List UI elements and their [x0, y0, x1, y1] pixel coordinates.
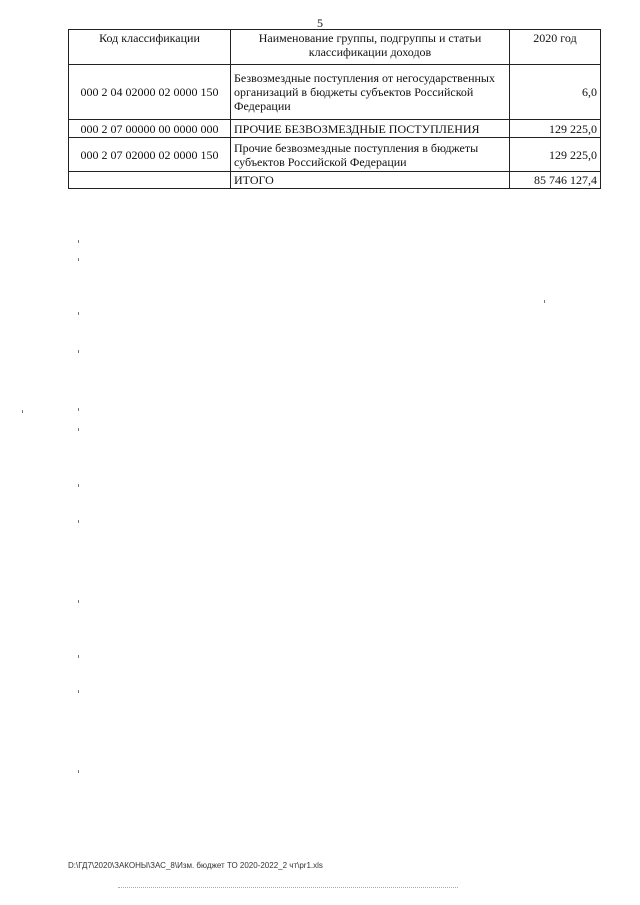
scan-artifact — [78, 520, 79, 523]
total-label: ИТОГО — [231, 172, 510, 189]
scan-artifact — [544, 300, 545, 303]
scan-artifact — [22, 410, 23, 413]
row-name: Прочие безвозмездные поступления в бюджеты субъектов Российской Федерации — [231, 138, 510, 172]
header-year: 2020 год — [510, 30, 601, 65]
scan-artifact — [78, 770, 79, 773]
page-number: 5 — [317, 16, 323, 30]
row-code — [69, 172, 231, 189]
row-code: 000 2 07 00000 00 0000 000 — [69, 120, 231, 138]
row-code: 000 2 07 02000 02 0000 150 — [69, 138, 231, 172]
header-code: Код классификации — [69, 30, 231, 65]
scan-artifact — [78, 690, 79, 693]
table-row — [69, 65, 601, 120]
table-total-row — [69, 172, 601, 189]
scan-artifact — [78, 428, 79, 431]
scan-artifact — [78, 600, 79, 603]
row-name: Безвозмездные поступления от негосударственных организаций в бюджеты субъектов Российской Федерации — [231, 65, 510, 120]
scan-artifact-line — [118, 887, 458, 889]
revenue-table — [68, 29, 601, 189]
scan-artifact — [78, 258, 79, 261]
scan-artifact — [78, 240, 79, 243]
row-name: ПРОЧИЕ БЕЗВОЗМЕЗДНЫЕ ПОСТУПЛЕНИЯ — [231, 120, 510, 138]
row-code: 000 2 04 02000 02 0000 150 — [69, 65, 231, 120]
table-row — [69, 138, 601, 172]
footer-file-path: D:\ГД7\2020\ЗАКОНЫ\ЗАС_8\Изм. бюджет ТО 2020-2022_2 чт\pr1.xls — [68, 861, 323, 870]
header-name: Наименование группы, подгруппы и статьи классификации доходов — [231, 30, 510, 65]
scan-artifact — [78, 350, 79, 353]
row-amount: 6,0 — [510, 65, 601, 120]
row-amount: 129 225,0 — [510, 120, 601, 138]
row-amount: 129 225,0 — [510, 138, 601, 172]
scan-artifact — [78, 408, 79, 411]
table-header-row — [69, 30, 601, 65]
scan-artifact — [78, 312, 79, 315]
scan-artifact — [78, 484, 79, 487]
total-amount: 85 746 127,4 — [510, 172, 601, 189]
table-row — [69, 120, 601, 138]
scan-artifact — [78, 655, 79, 658]
